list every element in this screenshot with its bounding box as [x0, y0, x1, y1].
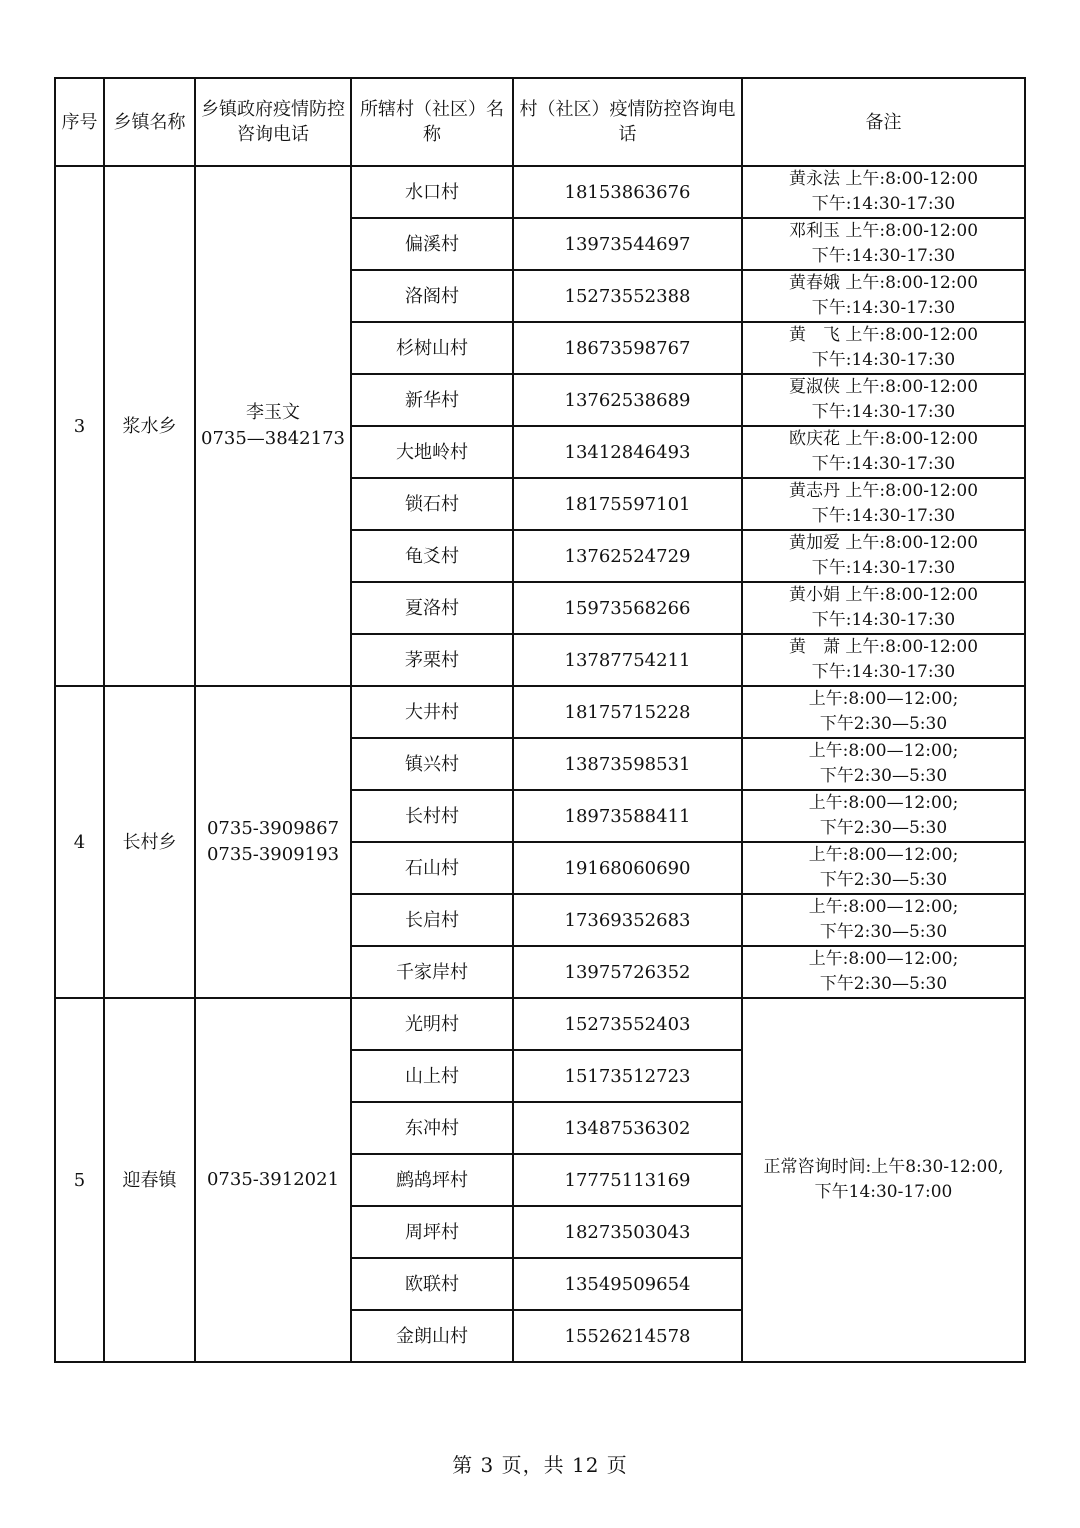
row-no: 3	[55, 166, 104, 686]
remark-line: 下午2:30—5:30	[819, 974, 948, 994]
remark	[742, 478, 1025, 530]
remark-line: 黄 飞 上午:8:00-12:00	[788, 325, 979, 345]
remark-line: 下午:14:30-17:30	[811, 246, 956, 266]
remark-line: 下午:14:30-17:30	[811, 402, 956, 422]
remark-line: 邓利玉 上午:8:00-12:00	[788, 221, 979, 241]
village-name: 洛阁村	[351, 270, 513, 322]
gov-phone-line: 0735-3912021	[206, 1169, 340, 1190]
remark-line: 下午2:30—5:30	[819, 766, 948, 786]
remark	[742, 374, 1025, 426]
village-name: 大地岭村	[351, 426, 513, 478]
remark-line: 下午:14:30-17:30	[811, 610, 956, 630]
header-no: 序号	[55, 78, 104, 166]
village-phone: 18673598767	[513, 322, 742, 374]
table-row	[55, 998, 1025, 1050]
page-number: 第 3 页，共 12 页	[452, 1453, 628, 1477]
remark-line: 正常咨询时间:上午8:30-12:00,	[763, 1157, 1004, 1177]
village-name: 杉树山村	[351, 322, 513, 374]
village-name: 东冲村	[351, 1102, 513, 1154]
gov-phone	[195, 998, 351, 1362]
remark	[742, 270, 1025, 322]
village-phone: 17775113169	[513, 1154, 742, 1206]
town-name: 迎春镇	[104, 998, 195, 1362]
remark-line: 上午:8:00—12:00;	[808, 793, 959, 813]
remark-line: 黄春娥 上午:8:00-12:00	[788, 273, 979, 293]
village-phone: 13487536302	[513, 1102, 742, 1154]
remark	[742, 738, 1025, 790]
remark-line: 下午:14:30-17:30	[811, 506, 956, 526]
village-phone: 13762538689	[513, 374, 742, 426]
remark	[742, 322, 1025, 374]
header-town: 乡镇名称	[104, 78, 195, 166]
village-name: 光明村	[351, 998, 513, 1050]
table-body	[55, 78, 1025, 1362]
village-name: 周坪村	[351, 1206, 513, 1258]
remark-line: 上午:8:00—12:00;	[808, 949, 959, 969]
remark-line: 下午:14:30-17:30	[811, 298, 956, 318]
village-name: 鹧鸪坪村	[351, 1154, 513, 1206]
remark-line: 下午2:30—5:30	[819, 922, 948, 942]
village-phone: 13787754211	[513, 634, 742, 686]
village-phone: 13549509654	[513, 1258, 742, 1310]
village-name: 金朗山村	[351, 1310, 513, 1362]
row-no: 4	[55, 686, 104, 998]
remark-merged	[742, 998, 1025, 1362]
remark	[742, 686, 1025, 738]
village-phone: 15973568266	[513, 582, 742, 634]
village-name: 偏溪村	[351, 218, 513, 270]
remark-line: 黄加爱 上午:8:00-12:00	[788, 533, 979, 553]
village-phone: 13412846493	[513, 426, 742, 478]
table-header-row	[55, 78, 1025, 166]
remark-line: 下午:14:30-17:30	[811, 662, 956, 682]
gov-phone-line: 李玉文	[246, 402, 300, 423]
village-name: 千家岸村	[351, 946, 513, 998]
remark-line: 下午:14:30-17:30	[811, 454, 956, 474]
village-name: 龟爻村	[351, 530, 513, 582]
remark-line: 黄 萧 上午:8:00-12:00	[788, 637, 979, 657]
remark	[742, 530, 1025, 582]
village-phone: 17369352683	[513, 894, 742, 946]
village-name: 新华村	[351, 374, 513, 426]
village-phone: 18273503043	[513, 1206, 742, 1258]
remark-line: 下午:14:30-17:30	[811, 194, 956, 214]
village-name: 锁石村	[351, 478, 513, 530]
village-name: 长村村	[351, 790, 513, 842]
village-phone: 19168060690	[513, 842, 742, 894]
village-phone: 15273552403	[513, 998, 742, 1050]
town-name: 浆水乡	[104, 166, 195, 686]
village-name: 石山村	[351, 842, 513, 894]
remark	[742, 894, 1025, 946]
header-village-phone: 村（社区）疫情防控咨询电话	[513, 78, 742, 166]
remark	[742, 634, 1025, 686]
remark-line: 上午:8:00—12:00;	[808, 741, 959, 761]
remark	[742, 842, 1025, 894]
remark	[742, 946, 1025, 998]
gov-phone-line: 0735—3842173	[201, 428, 345, 449]
remark-line: 下午:14:30-17:30	[811, 558, 956, 578]
village-name: 长启村	[351, 894, 513, 946]
village-phone: 13873598531	[513, 738, 742, 790]
remark-line: 上午:8:00—12:00;	[808, 689, 959, 709]
village-name: 大井村	[351, 686, 513, 738]
gov-phone	[195, 686, 351, 998]
village-name: 茅栗村	[351, 634, 513, 686]
remark	[742, 426, 1025, 478]
gov-phone	[195, 166, 351, 686]
village-name: 夏洛村	[351, 582, 513, 634]
village-name: 水口村	[351, 166, 513, 218]
row-no: 5	[55, 998, 104, 1362]
contact-table	[54, 77, 1026, 1363]
village-phone: 15173512723	[513, 1050, 742, 1102]
remark	[742, 218, 1025, 270]
table-row	[55, 686, 1025, 738]
village-phone: 18153863676	[513, 166, 742, 218]
remark-line: 下午2:30—5:30	[819, 714, 948, 734]
remark-line: 下午2:30—5:30	[819, 870, 948, 890]
village-name: 欧联村	[351, 1258, 513, 1310]
village-phone: 15526214578	[513, 1310, 742, 1362]
village-phone: 18175597101	[513, 478, 742, 530]
remark	[742, 790, 1025, 842]
remark-line: 黄永法 上午:8:00-12:00	[788, 169, 979, 189]
header-remark: 备注	[742, 78, 1025, 166]
village-phone: 18175715228	[513, 686, 742, 738]
village-phone: 18973588411	[513, 790, 742, 842]
village-phone: 15273552388	[513, 270, 742, 322]
town-name: 长村乡	[104, 686, 195, 998]
village-phone: 13762524729	[513, 530, 742, 582]
remark-line: 下午:14:30-17:30	[811, 350, 956, 370]
header-village: 所辖村（社区）名称	[351, 78, 513, 166]
remark-line: 下午14:30-17:00	[814, 1182, 953, 1202]
remark-line: 黄小娟 上午:8:00-12:00	[788, 585, 979, 605]
gov-phone-line: 0735-3909867	[206, 818, 340, 839]
header-gov-phone: 乡镇政府疫情防控咨询电话	[195, 78, 351, 166]
remark-line: 夏淑侠 上午:8:00-12:00	[788, 377, 979, 397]
village-phone: 13975726352	[513, 946, 742, 998]
remark-line: 下午2:30—5:30	[819, 818, 948, 838]
remark-line: 上午:8:00—12:00;	[808, 897, 959, 917]
table-row	[55, 166, 1025, 218]
remark-line: 黄志丹 上午:8:00-12:00	[788, 481, 979, 501]
village-phone: 13973544697	[513, 218, 742, 270]
remark	[742, 166, 1025, 218]
remark-line: 欧庆花 上午:8:00-12:00	[788, 429, 979, 449]
village-name: 山上村	[351, 1050, 513, 1102]
remark-line: 上午:8:00—12:00;	[808, 845, 959, 865]
remark	[742, 582, 1025, 634]
gov-phone-line: 0735-3909193	[206, 844, 340, 865]
village-name: 镇兴村	[351, 738, 513, 790]
